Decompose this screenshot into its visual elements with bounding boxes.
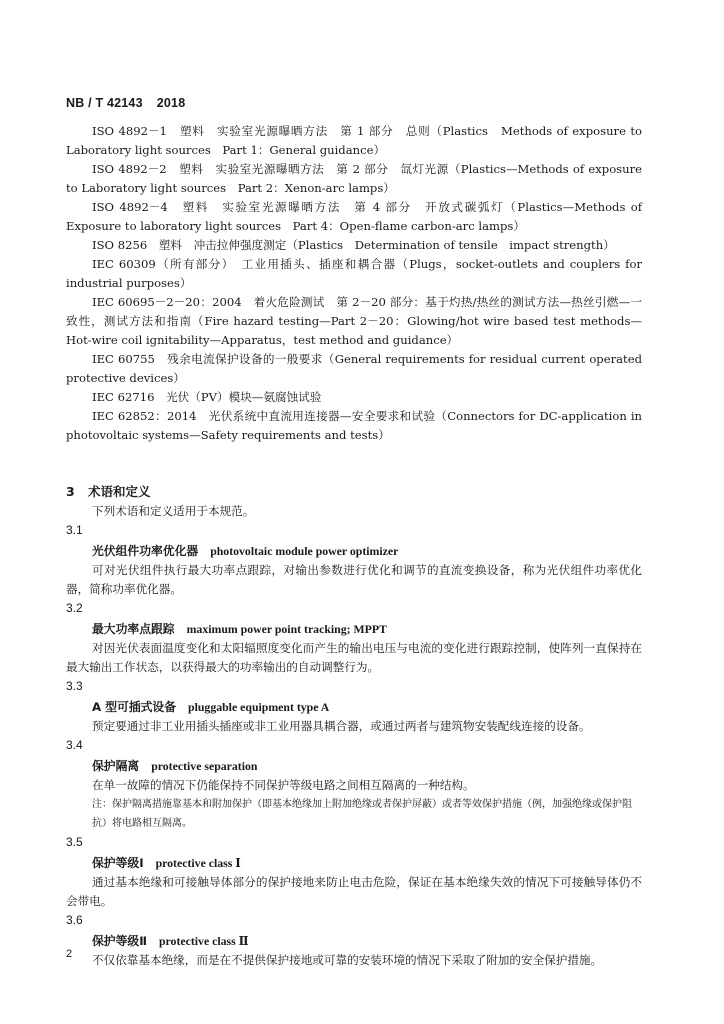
reference-entry: IEC 60695－2－20：2004 着火危险测试 第 2－20 部分：基于灼热/热丝的测试方法—热丝引燃—一致性，测试方法和指南（Fire hazard testing—Part 2－20：Glowing/hot wire based test methods—Hot-wire coil ignitability—Apparatus，test method and guidance） [66, 295, 642, 347]
term-heading [66, 932, 642, 951]
term-note: 注：保护隔离措施靠基本和附加保护（即基本绝缘加上附加绝缘或者保护屏蔽）或者等效保护措施（例，加强绝缘或保护阻抗）将电路相互隔离。 [92, 799, 632, 829]
reference-entry: ISO 4892－4 塑料 实验室光源曝晒方法 第 4 部分 开放式碳弧灯（Plastics—Methods of Exposure to laboratory light sources Part 4：Open-flame carbon-arc lamps） [66, 200, 642, 233]
term-en: protective separation [151, 759, 258, 773]
term-heading [66, 620, 642, 639]
section-heading [66, 482, 151, 500]
term-zh: 保护等级Ⅱ [92, 934, 147, 948]
term-3-3 [66, 677, 642, 736]
term-number: 3.4 [66, 738, 83, 752]
term-heading [66, 757, 642, 776]
term-en: protective class Ⅱ [158, 934, 249, 948]
term-en: photovoltaic module power optimizer [210, 544, 399, 558]
term-definition: 不仅依靠基本绝缘，而是在不提供保护接地或可靠的安装环境的情况下采取了附加的安全保护措施。 [92, 953, 603, 967]
term-number: 3.3 [66, 679, 83, 693]
term-en: pluggable equipment type A [188, 700, 330, 714]
term-heading [66, 542, 642, 561]
reference-entry: ISO 4892－1 塑料 实验室光源曝晒方法 第 1 部分 总则（Plastics Methods of exposure to Laboratory light sources Part 1：General guidance） [66, 124, 642, 157]
term-definition: 对因光伏表面温度变化和太阳辐照度变化而产生的输出电压与电流的变化进行跟踪控制，使阵列一直保持在最大输出工作状态，以获得最大的功率输出的自动调整行为。 [66, 641, 642, 674]
term-zh: A 型可插式设备 [92, 700, 177, 714]
term-3-4 [66, 736, 642, 833]
section-number: 3 [66, 484, 75, 499]
term-3-6 [66, 911, 642, 970]
reference-entry: IEC 60755 残余电流保护设备的一般要求（General requirements for residual current operated protective devices） [66, 352, 642, 385]
normative-references-list [66, 122, 642, 445]
term-zh: 保护等级Ⅰ [92, 856, 144, 870]
term-number: 3.5 [66, 835, 83, 849]
term-en: protective class Ⅰ [155, 856, 241, 870]
standard-year: 2018 [156, 96, 186, 110]
term-number: 3.2 [66, 601, 83, 615]
term-heading [66, 698, 642, 717]
term-definition: 预定要通过非工业用插头插座或非工业用器具耦合器，或通过两者与建筑物安装配线连接的设备。 [92, 719, 591, 733]
terms-list [66, 502, 642, 970]
section-title: 术语和定义 [88, 484, 151, 499]
reference-entry: ISO 8256 塑料 冲击拉伸强度测定（Plastics Determination of tensile impact strength） [92, 238, 615, 252]
term-definition: 在单一故障的情况下仍能保持不同保护等级电路之间相互隔离的一种结构。 [92, 778, 475, 792]
reference-entry: IEC 62716 光伏（PV）模块—氨腐蚀试验 [92, 390, 322, 404]
term-definition: 可对光伏组件执行最大功率点跟踪，对输出参数进行优化和调节的直流变换设备，称为光伏组件功率优化器，简称功率优化器。 [66, 563, 642, 596]
reference-entry: ISO 4892－2 塑料 实验室光源曝晒方法 第 2 部分 氙灯光源（Plastics—Methods of exposure to Laboratory light sources Part 2：Xenon-arc lamps） [66, 162, 642, 195]
standard-header [66, 96, 185, 110]
term-number: 3.1 [66, 523, 83, 537]
section-intro: 下列术语和定义适用于本规范。 [92, 504, 255, 518]
term-zh: 最大功率点跟踪 [92, 622, 175, 636]
term-en: maximum power point tracking; MPPT [186, 622, 387, 636]
reference-entry: IEC 60309（所有部分） 工业用插头、插座和耦合器（Plugs，socket-outlets and couplers for industrial purposes） [66, 257, 642, 290]
term-3-1 [66, 521, 642, 599]
standard-code: NB / T 42143 [66, 96, 143, 110]
page-number: 2 [66, 948, 73, 960]
term-number: 3.6 [66, 913, 83, 927]
term-zh: 光伏组件功率优化器 [92, 544, 199, 558]
term-definition: 通过基本绝缘和可接触导体部分的保护接地来防止电击危险，保证在基本绝缘失效的情况下可接触导体仍不会带电。 [66, 875, 642, 908]
term-3-2 [66, 599, 642, 677]
term-zh: 保护隔离 [92, 759, 140, 773]
reference-entry: IEC 62852：2014 光伏系统中直流用连接器—安全要求和试验（Connectors for DC-application in photovoltaic systems—Safety requirements and tests） [66, 409, 642, 442]
term-3-5 [66, 833, 642, 911]
term-heading [66, 854, 642, 873]
